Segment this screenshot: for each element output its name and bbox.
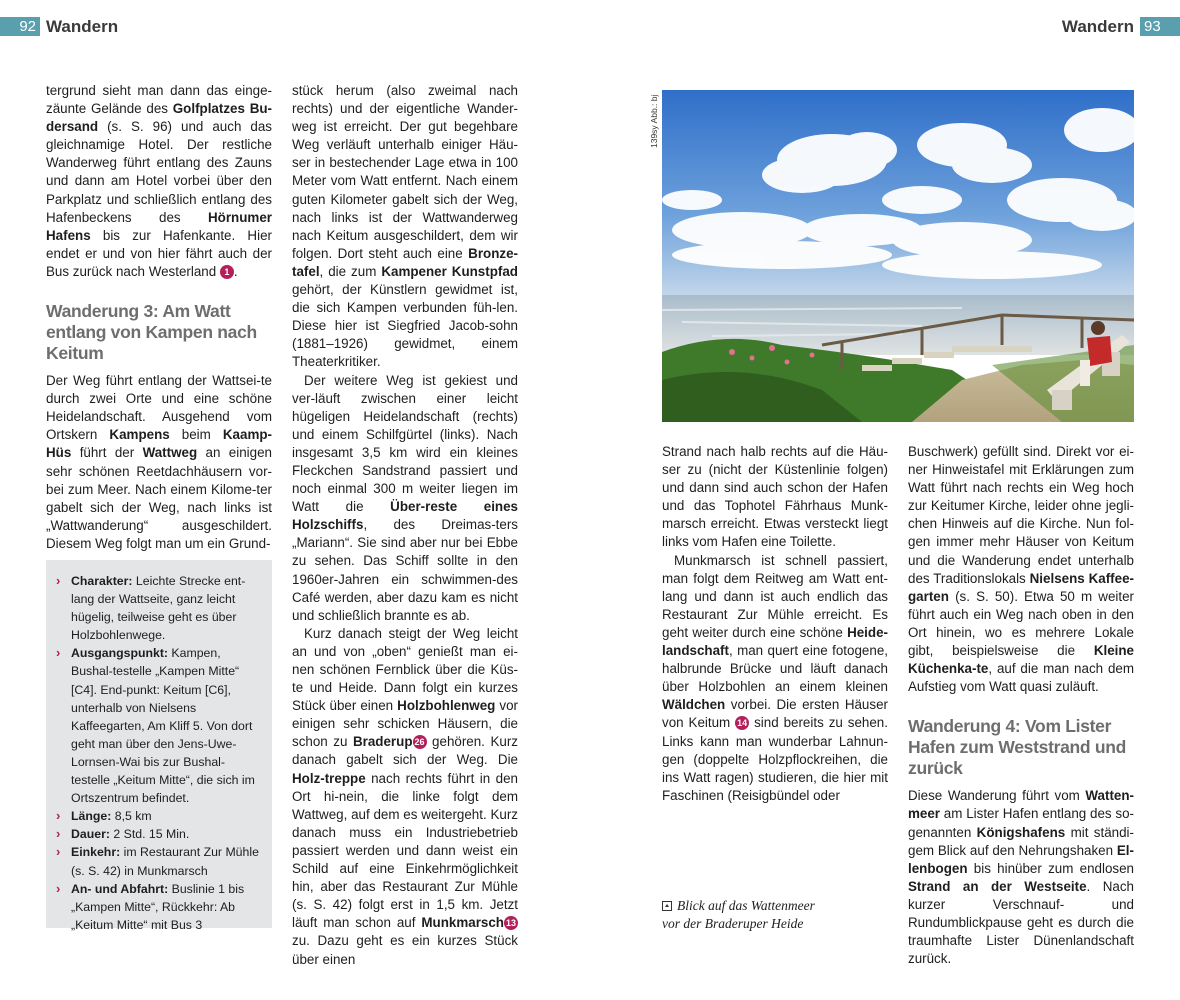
- chevron-right-icon: ›: [56, 844, 61, 860]
- photo-wattenmeer: [662, 90, 1134, 422]
- info-item: › Charakter: Leichte Strecke ent-lang der Wattseite, ganz leicht hügelig, teilweise geht es über Holzbohlenwege.: [56, 573, 246, 643]
- chevron-right-icon: ›: [56, 808, 61, 824]
- place-hoernumer-hafen: Hörnumer Hafens: [46, 209, 272, 243]
- left-running-head: Wandern: [46, 17, 119, 36]
- info-item: › Dauer: 2 Std. 15 Min.: [56, 825, 262, 843]
- right-page-column-2: [908, 443, 1134, 968]
- info-item: › Einkehr: im Restaurant Zur Mühle (s. S. 42) in Munkmarsch: [56, 844, 259, 878]
- left-page-number: 92: [0, 17, 40, 36]
- photo-credit: 139sy Abb.: bj: [649, 94, 659, 148]
- chevron-right-icon: ›: [56, 573, 61, 588]
- paragraph: Der weitere Weg ist gekiest und ver-läuft zwischen einer leicht hügeligen Heidelandschaft (rechts) und einem Schilfgürtel (links). Nach insgesamt 3,5 km wird ein kleines Fleckchen Sandstrand passiert und noch einmal 300 m weiter liegen im Watt die Über-reste eines Holzschiffs, des Dreimas-ters „Mariann“. Sie sind aber nur bei Ebbe zu sehen. Das Schiff sollte in den 1960er-Jahren ein schwimmen-des Café werden, aber dazu kam es nicht und schließlich brannte es ab.: [292, 372, 518, 623]
- landscape-photo-illustration: [662, 90, 1134, 422]
- section-heading-wanderung-4: Wanderung 4: Vom Lister Hafen zum Weststrand und zurück: [908, 716, 1127, 779]
- right-running-head: Wandern: [1061, 17, 1134, 36]
- info-item: › An- und Abfahrt: Buslinie 1 bis „Kampen Mitte“, Rückkehr: Ab „Keitum Mitte“ mit Bus 3: [56, 880, 245, 932]
- map-pin-1: 1: [220, 265, 234, 279]
- chevron-right-icon: ›: [56, 826, 61, 842]
- caption-arrow-icon: [662, 901, 672, 911]
- right-page-number: 93: [1140, 17, 1180, 36]
- photo-caption: Blick auf das Wattenmeer vor der Braderuper Heide: [662, 898, 815, 931]
- left-page-column-2: [292, 82, 518, 969]
- paragraph: Munkmarsch ist schnell passiert, man folgt dem Reitweg am Watt ent-lang und dann ist auch endlich das Restaurant Zur Mühle erreicht. Es geht weiter durch eine schöne Heide-landschaft, man quert eine fotogene, halbrunde Brücke und läuft danach über Holzbohlen an einem kleinen Wäldchen vorbei. Die ersten Häuser von Keitum 14 sind bereits zu sehen. Links kann man wunderbar Lahnun-gen (doppelte Holzpflockreihen, die ins Watt ragen) studieren, die hier mit Faschinen (Reisigbündel oder: [662, 552, 888, 803]
- paragraph: tergrund sieht man dann das einge-zäunte Gelände des Golfplatzes Bu-dersand (s. S. 96) und auch das gleichnamige Hotel. Der restliche Wanderweg führt entlang des Zauns und dann am Hotel vorbei über den Parkplatz und schließlich entlang des Hafenbeckens des Hörnumer Hafens bis zur Hafenkante. Hier endet er und von hier fährt auch der Bus zurück nach Westerland 1 .: [46, 83, 273, 279]
- paragraph: Buschwerk) gefüllt sind. Direkt vor ei-ner Hinweistafel mit Erklärungen zum Watt führt nach rechts ein Weg hoch zur Keitumer Kirche, leider ohne jegli-chen Hinweis auf die Kirche. Nun fol-gen immer mehr Häuser von Keitum und die Wanderung endet unterhalb des Traditionslokals Nielsens Kaffee-garten (s. S. 50). Etwa 50 m weiter führt auch ein Weg nach oben in den Ort hinein, wo es mehrere Lokale gibt, beispielsweise die Kleine Küchenka-te, auf die man nach dem Aufstieg vom Watt quasi zuläuft.: [908, 444, 1134, 695]
- chevron-right-icon: ›: [56, 645, 61, 661]
- chevron-right-icon: ›: [56, 880, 61, 896]
- info-item: › Länge: 8,5 km: [56, 807, 262, 825]
- paragraph: stück herum (also zweimal nach rechts) und der eigentliche Wander-weg ist erreicht. Der gut begehbare Weg verläuft unterhalb einiger Häu-ser in bestechender Lage etwa in 100 Meter vom Watt entfernt. Nach einem guten Kilometer gabelt sich der Weg, nach links ist der Wattwanderweg nach Keitum ausgeschildert, dem wir folgen. Dort steht auch eine Bronze-tafel, die zum Kampener Kunstpfad gehört, der Künstlern gewidmet ist, die sich Kampen verbunden füh-len. Diese hier ist Siegfried Jacob-sohn (1881–1926) gewidmet, einem Theaterkritiker.: [292, 83, 518, 370]
- place-golfplatz-budersand: Golfplatzes Bu-dersand: [46, 101, 273, 135]
- paragraph: Der Weg führt entlang der Wattsei-te durch zwei Orte und eine schöne Heidelandschaft. Ausgehend vom Ortskern Kampens beim Kaamp-Hüs führt der Wattweg an einigen sehr schönen Reetdachhäusern vor-bei zum Meer. Nach einem Kilome-ter gabelt sich der Weg, nach links ist „Wattwanderung“ ausgeschildert. Diesem Weg folgt man um ein Grund-: [46, 373, 273, 551]
- section-heading-wanderung-3: Wanderung 3: Am Watt entlang von Kampen nach Keitum: [46, 301, 257, 364]
- map-pin-14: 14: [737, 718, 748, 729]
- map-pin-13: 13: [505, 918, 516, 929]
- paragraph: Strand nach halb rechts auf die Häu-ser zu (nicht der Küstenlinie folgen) und dann sind auch schon der Hafen und das Tophotel Fährhaus Munk-marsch erreicht. Etwas versteckt liegt links vom Hafen eine Toilette.: [662, 444, 888, 550]
- info-item: › Ausgangspunkt: Kampen, Bushal-testelle „Kampen Mitte“ [C4]. End-punkt: Keitum [C6], unterhalb von Nielsens Kaffeegarten, Am Kliff 5. Von dort geht man über den Jens-Uwe-Lornsen-Wai bis zur Bushal-testelle „Keitum Mitte“, die sich im Ortszentrum befindet.: [56, 645, 255, 806]
- right-page-column-1: [662, 443, 888, 805]
- tour-info-box: [46, 560, 272, 932]
- paragraph: Kurz danach steigt der Weg leicht an und von „oben“ genießt man ei-nen schönen Fernblick über die Küs-te und Heide. Dann folgt ein kurzes Stück über einen Holzbohlenweg vor einigen sehr schicken Häusern, die schon zu Braderup 26 gehören. Kurz danach gabelt sich der Weg. Die Holz-treppe nach rechts führt in den Ort hi-nein, die linke folgt dem Wattweg, auf dem es weitergeht. Kurz danach muss ein Industriebetrieb passiert werden und dann weist ein Schild auf eine Einkehrmöglichkeit hin, aber das Restaurant Zur Mühle (s. S. 42) folgt erst in 1,5 km. Jetzt läuft man schon auf Munkmarsch 13 zu. Dazu geht es ein kurzes Stück über einen: [292, 625, 518, 967]
- map-pin-26: 26: [414, 737, 425, 748]
- paragraph: Diese Wanderung führt vom Watten-meer am Lister Hafen entlang des so-genannten Königshafens mit ständi-gem Blick auf den Nehrungshaken El-lenbogen bis hinüber zum endlosen Strand an der Westseite. Nach kurzer Verschnauf- und Rundumblickpause geht es durch die traumhafte Lister Dünenlandschaft zurück.: [908, 788, 1134, 967]
- left-page-column-1: [46, 82, 272, 553]
